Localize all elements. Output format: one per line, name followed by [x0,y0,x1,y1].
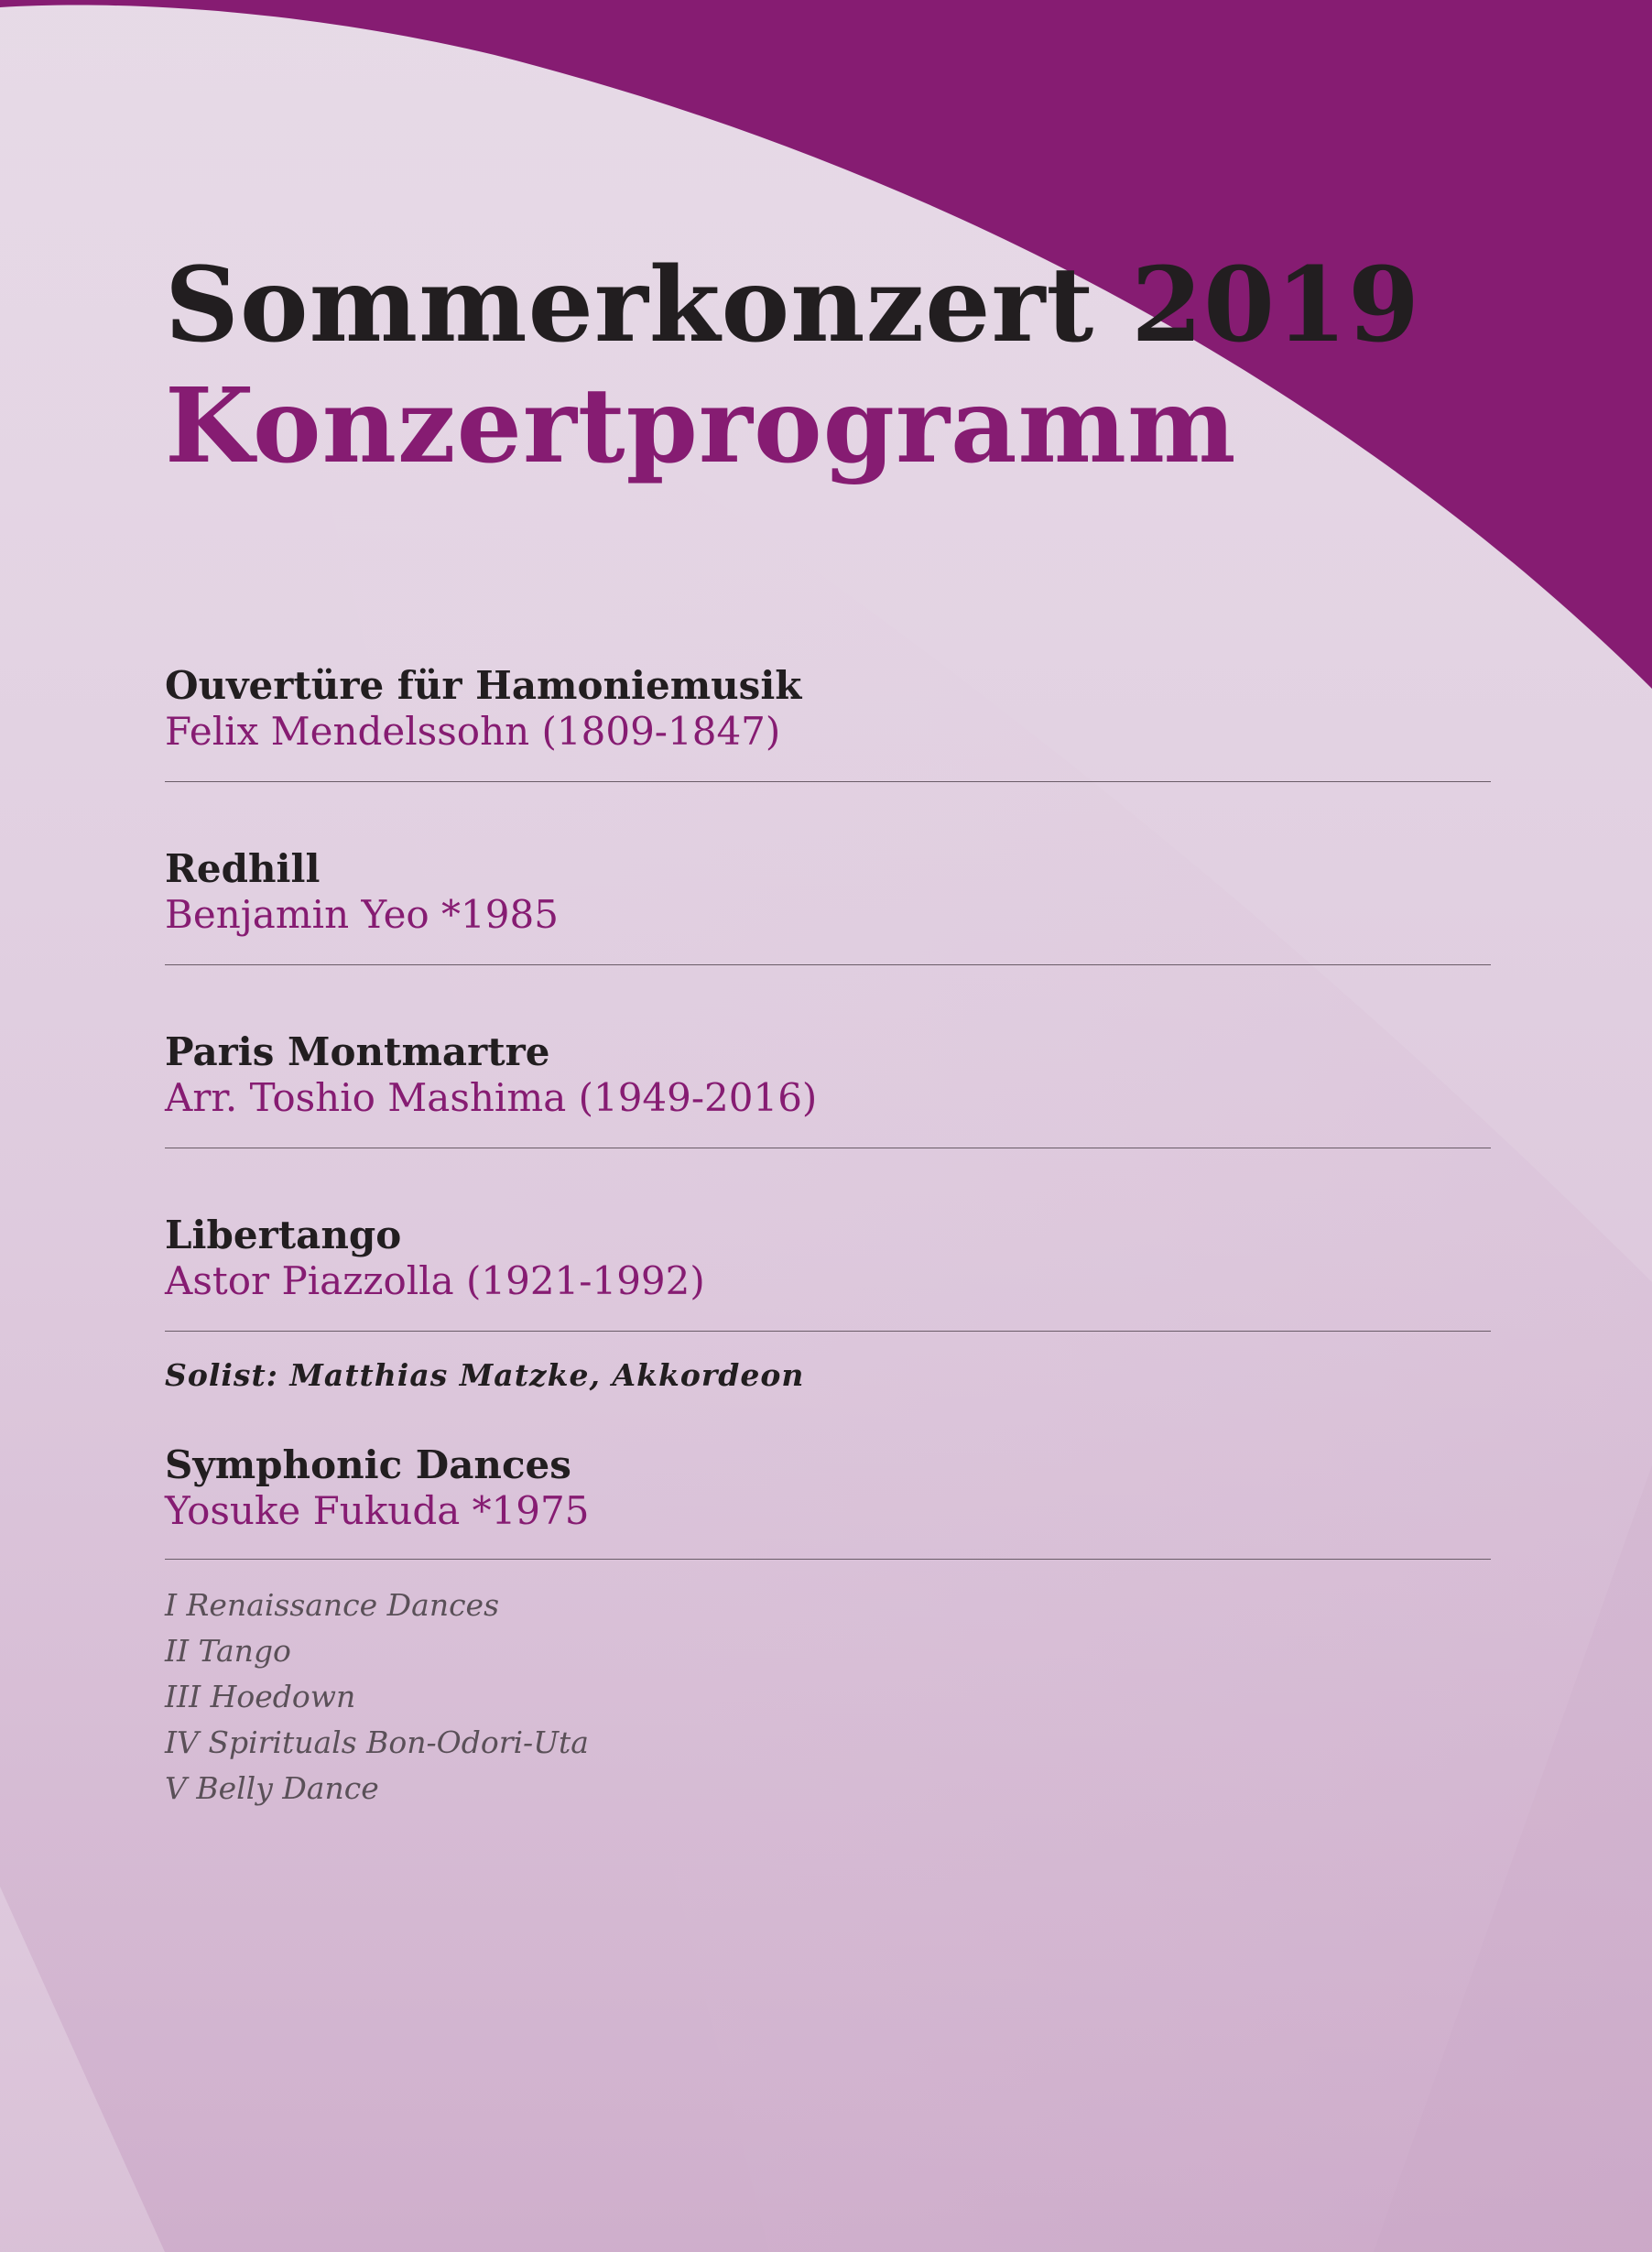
page-title: Sommerkonzert 2019 [165,245,1420,365]
piece-composer: Astor Piazzolla (1921-1992) [165,1258,705,1303]
piece-composer: Benjamin Yeo *1985 [165,892,559,937]
movement-item: IV Spirituals Bon-Odori-Uta [165,1724,589,1760]
program-item [165,1213,1493,1304]
piece-title: Redhill [165,846,321,891]
program-item [165,846,1493,938]
piece-composer: Felix Mendelssohn (1809-1847) [165,709,781,754]
piece-title: Paris Montmartre [165,1029,550,1074]
piece-title: Libertango [165,1213,402,1257]
divider [165,1559,1491,1560]
program-item [165,663,1493,755]
piece-title: Ouvertüre für Hamoniemusik [165,663,802,708]
divider [165,964,1491,965]
piece-composer: Arr. Toshio Mashima (1949-2016) [165,1075,818,1120]
soloist-note: Solist: Matthias Matzke, Akkordeon [165,1357,805,1393]
piece-composer: Yosuke Fukuda *1975 [165,1488,590,1533]
program-item [165,1442,1493,1534]
movement-item: III Hoedown [165,1679,356,1714]
movement-item: II Tango [165,1633,291,1669]
movement-item: I Renaissance Dances [165,1587,500,1623]
piece-title: Symphonic Dances [165,1442,571,1487]
program-item [165,1029,1493,1121]
divider [165,1331,1491,1332]
divider [165,781,1491,782]
movement-list [165,1583,589,1811]
movement-item: V Belly Dance [165,1770,379,1806]
page-subtitle: Konzertprogramm [165,366,1237,486]
